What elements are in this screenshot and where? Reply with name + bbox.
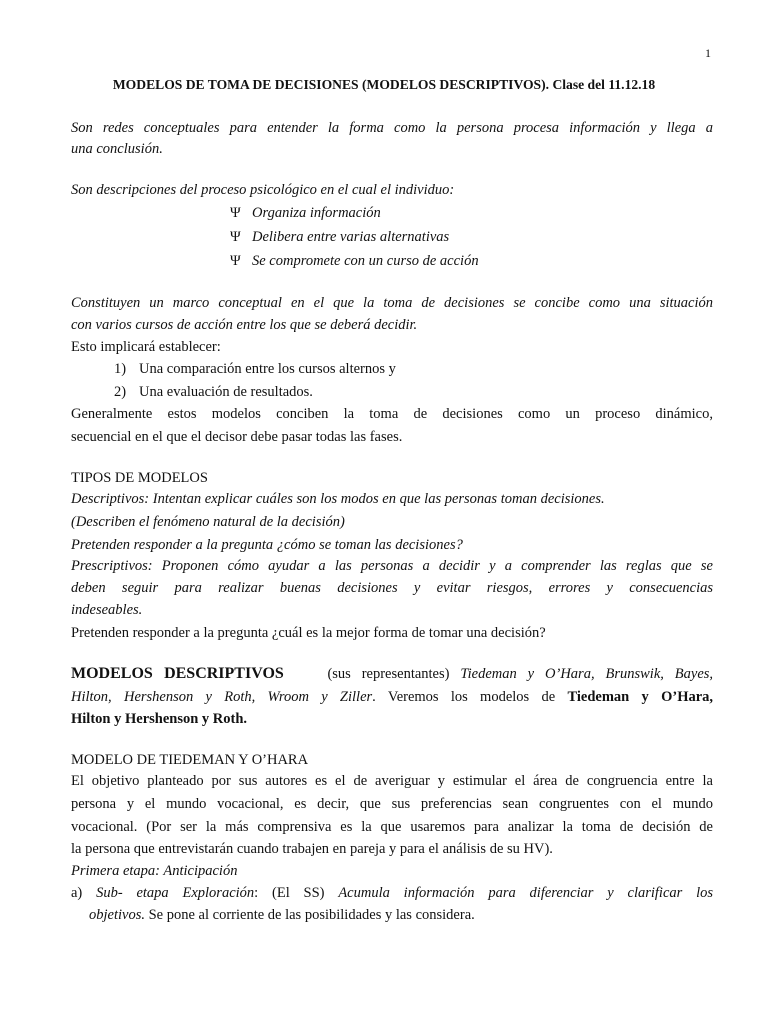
descriptivos-line-3: Hilton y Hershenson y Roth. bbox=[71, 711, 248, 727]
marco-line-2: con varios cursos de acción entre los que se deberá decidir. bbox=[71, 317, 418, 333]
tipos-line-4: Prescriptivos: Proponen cómo ayudar a las personas a decidir y a comprender las reglas que se bbox=[71, 558, 713, 574]
tiedeman-line-3: vocacional. (Por ser la más comprensiva es la que usaremos para analizar la toma de decisión de bbox=[71, 819, 713, 835]
descriptivos-heading: MODELOS DESCRIPTIVOS bbox=[71, 665, 284, 682]
intro-paragraph-2: Son descripciones del proceso psicológico en el cual el individuo: bbox=[71, 182, 455, 198]
tiedeman-heading: MODELO DE TIEDEMAN Y O’HARA bbox=[71, 752, 309, 768]
tipos-line-3: Pretenden responder a la pregunta ¿cómo se toman las decisiones? bbox=[71, 537, 463, 553]
intro-line-1: Son redes conceptuales para entender la forma como la persona procesa información y llega a bbox=[71, 120, 713, 136]
marco-line-5: secuencial en el que el decisor debe pasar todas las fases. bbox=[71, 429, 403, 445]
intro-line-2: una conclusión. bbox=[71, 141, 163, 157]
marco-line-4: Generalmente estos modelos conciben la toma de decisiones como un proceso dinámico, bbox=[71, 406, 713, 422]
sub-etapa-line-2: objetivos. Se pone al corriente de las posibilidades y las considera. bbox=[89, 907, 475, 923]
tipos-line-1: Descriptivos: Intentan explicar cuáles son los modos en que las personas toman decisiones. bbox=[71, 491, 605, 507]
tiedeman-line-2: persona y el mundo vocacional, es decir, que sus preferencias sean congruentes con el mundo bbox=[71, 796, 713, 812]
bullet-item: Ψ Se compromete con un curso de acción bbox=[230, 253, 479, 269]
descriptivos-line-1: MODELOS DESCRIPTIVOS (sus representantes) Tiedeman y O’Hara, Brunswik, Bayes, bbox=[71, 665, 714, 682]
descriptivos-line-2: Hilton, Hershenson y Roth, Wroom y Ziller. Veremos los modelos de Tiedeman y O’Hara, bbox=[71, 689, 714, 705]
tipos-line-5: deben seguir para realizar buenas decisiones y evitar riesgos, errores y consecuencias bbox=[71, 580, 713, 596]
tipos-line-2: (Describen el fenómeno natural de la decisión) bbox=[71, 514, 345, 530]
tipos-line-6: indeseables. bbox=[71, 602, 143, 618]
page-number: 1 bbox=[705, 46, 711, 60]
psi-bullet-icon: Ψ bbox=[230, 205, 241, 221]
sub-etapa-line-1: a) Sub- etapa Exploración: (El SS) Acumula información para diferenciar y clarificar los bbox=[71, 885, 714, 901]
psi-bullet-icon: Ψ bbox=[230, 229, 241, 245]
numbered-item: 1) Una comparación entre los cursos alternos y bbox=[114, 361, 396, 377]
tiedeman-line-1: El objetivo planteado por sus autores es el de averiguar y estimular el área de congruencia entre la bbox=[71, 773, 713, 789]
primera-etapa: Primera etapa: Anticipación bbox=[71, 863, 238, 879]
psi-bullet-icon: Ψ bbox=[230, 253, 241, 269]
tipos-line-7: Pretenden responder a la pregunta ¿cuál es la mejor forma de tomar una decisión? bbox=[71, 625, 546, 641]
tipos-heading: TIPOS DE MODELOS bbox=[71, 470, 208, 486]
numbered-item: 2) Una evaluación de resultados. bbox=[114, 384, 313, 400]
marco-line-1: Constituyen un marco conceptual en el que la toma de decisiones se concibe como una situación bbox=[71, 295, 713, 311]
marco-line-3: Esto implicará establecer: bbox=[71, 339, 221, 355]
bullet-item: Ψ Organiza información bbox=[230, 205, 381, 221]
tiedeman-line-4: la persona que entrevistarán cuando trabajen en pareja y para el análisis de su HV). bbox=[71, 841, 553, 857]
bullet-item: Ψ Delibera entre varias alternativas bbox=[230, 229, 450, 245]
document-title: MODELOS DE TOMA DE DECISIONES (MODELOS DESCRIPTIVOS). Clase del 11.12.18 bbox=[112, 77, 656, 92]
